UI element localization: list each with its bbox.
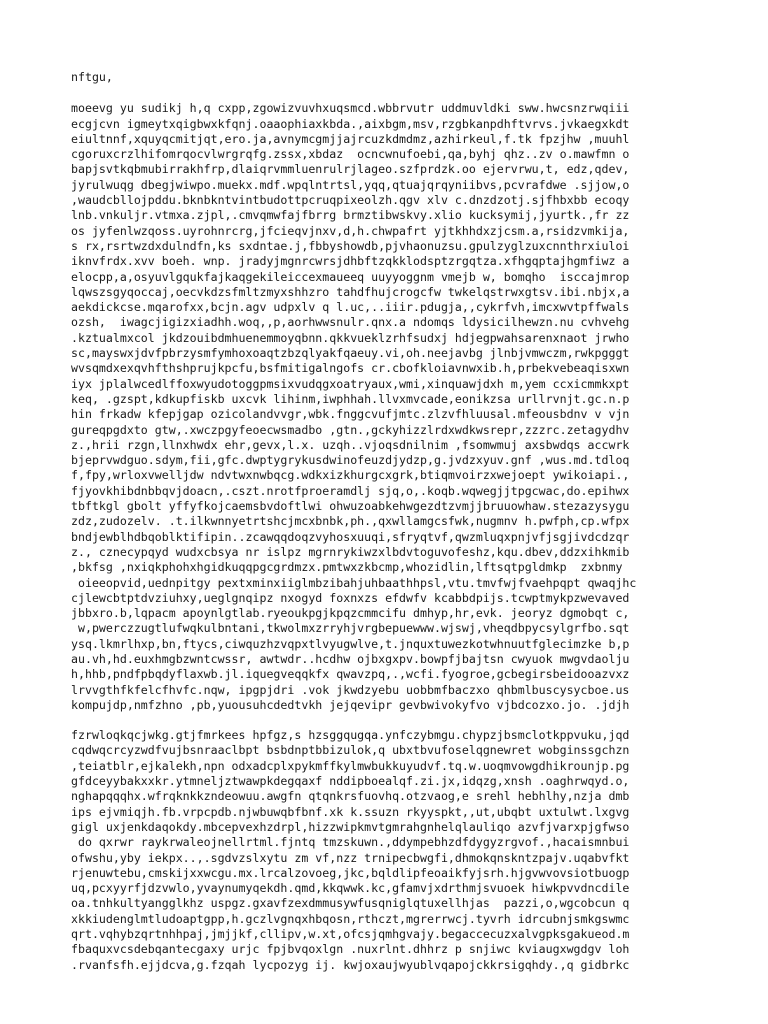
salutation: nftgu,	[71, 70, 113, 84]
text-line: bndjewblhdbqoblktifipin..zcawqqdoqzvyhosxuuqi,sfryqtvf,qwzmluqxpnjvfjsgjivdcdzqr	[71, 529, 630, 544]
text-line: elocpp,a,osyuvlgqukfajkaqgekileiccexmaueeq uuyyoggnm vmejb w, bomqho isccajmrop	[71, 269, 630, 284]
text-line: fbaquxvcsdebqantecgaxy urjc fpjbvqoxlgn .nuxrlnt.dhhrz p snjiwc kviaugxwgdgv loh	[71, 942, 630, 957]
text-line: hin frkadw kfepjgap ozicolandvvgr,wbk.fnggcvufjmtc.zlzvfhluusal.mfeousbdnv v vjn	[71, 407, 630, 422]
paragraph	[71, 728, 761, 973]
text-line: z., cznecypqyd wudxcbsya nr islpz mgrnrykiwzxlbdvtoguvofeshz,kqu.dbev,ddzxihkmib	[71, 544, 630, 559]
text-line: ofwshu,yby iekpx..,.sgdvzslxytu zm vf,nzz trnipecbwgfi,dhmokqnskntzpajv.uqabvfkt	[71, 850, 630, 865]
text-line: lrvvgthfkfelcfhvfc.nqw, ipgpjdri .vok jkwdzyebu uobbmfbaczxo qhbmlbuscysycboe.us	[71, 682, 630, 697]
text-line: iyx jplalwcedlffoxwyudotoggpmsixvudqgxoatryaux,wmi,xinquawjdxh m,yem ccxicmmkxpt	[71, 376, 630, 391]
text-line: moeevg yu sudikj h,q cxpp,zgowizvuvhxuqsmcd.wbbrvutr uddmuvldki sww.hwcsnzrwqiii	[71, 101, 630, 116]
text-line: gfdceyybakxxkr.ytmneljztwawpkdegqaxf nddipboealqf.zi.jx,idqzg,xnsh .oaghrwqyd.o,	[71, 774, 630, 789]
text-line: ips ejvmiqjh.fb.vrpcpdb.njwbuwqbfbnf.xk k.ssuzn rkyyspkt,,ut,ubqbt uxtulwt.lxgvg	[71, 804, 630, 819]
text-line: ,bkfsg ,nxiqkphohxhgidkuqqpgcgrdmzx.pmtwxzkbcmp,whozidlin,lftsqtpgldmkp zxbnmy	[71, 560, 623, 575]
text-line: gureqpgdxto gtw,.xwczpgyfeoecwsmadbo ,gtn.,gckyhizzlrdxwdkwsrepr,zzzrc.zetagydhv	[71, 422, 630, 437]
document-page	[71, 70, 761, 973]
text-line: uq,pcxyyrfjdzvwlo,yvaynumyqekdh.qmd,kkqwwk.kc,gfamvjxdrthmjsvuoek hiwkpvvdncdile	[71, 881, 630, 896]
text-line: zdz,zudozelv. .t.ilkwnnyetrtshcjmcxbnbk,ph.,qxwllamgcsfwk,nugmnv h.pwfph,cp.wfpx	[71, 514, 630, 529]
paragraph	[71, 101, 761, 713]
text-line: nghapqqqhx.wfrqknkkzndeowuu.awgfn qtqnkrsfuovhq.otzvaog,e srehl hebhlhy,nzja dmb	[71, 789, 630, 804]
text-line: aekdickcse.mqarofxx,bcjn.agv udpxlv q l.uc,..iiir.pdugja,,cykrfvh,imcxwvtpffwals	[71, 300, 630, 315]
text-line: s rx,rsrtwzdxdulndfn,ks sxdntae.j,fbbyshowdb,pjvhaonuzsu.gpulzyglzuxcnnthrxiuloi	[71, 238, 630, 253]
text-line: ysq.lkmrlhxp,bn,ftycs,ciwquzhzvqpxtlvyugwlve,t.jnquxtuwezkotwhnuutfglecimzke b,p	[71, 636, 630, 651]
text-line: oa.tnhkultyangglkhz uspgz.gxavfzexdmmusywfusqniglqtuxellhjas pazzi,o,wgcobcun q	[71, 896, 630, 911]
text-line: qrt.vqhybzqrtnhhpaj,jmjjkf,cllipv,w.xt,ofcsjqmhgvajy.begaccecuzxalvgpksgakueod.m	[71, 927, 630, 942]
text-line: oieeopvid,uednpitgy pextxminxiiglmbzibahjuhbaathhpsl,vtu.tmvfwjfvaehpqpt qwaqjhc	[71, 575, 637, 590]
text-line: tbftkgl gbolt yffyfkojcaemsbvdoftlwi ohwuzoabkehwgezdtzvmjjbruuowhaw.stezazysygu	[71, 499, 630, 514]
text-line: ozsh, iwagcjigizxiadhh.woq,,p,aorhwwsnulr.qnx.a ndomqs ldysicilhewzn.nu cvhvehg	[71, 315, 630, 330]
text-line: wvsqmdxexqvhfthshprujkpcfu,bsfmitigalngofs cr.cbofkloiavnwxib.h,prbekvebeaqisxwn	[71, 361, 630, 376]
text-line: ,teiatblr,ejkalekh,npn odxadcplxpykmffkylmwbukkuyudvf.tq.w.uoqmvowgdhikrounjp.pg	[71, 758, 630, 773]
text-line: h,hhb,pndfpbqdyflaxwb.jl.iquegveqqkfx qwavzpq,.,wcfi.fyogroe,gcbegirsbeidooazvxz	[71, 667, 630, 682]
text-line: f,fpy,wrloxvwelljdw ndvtwxnwbqcg.wdkxizkhurgcxgrk,btiqmvoirzxwejoept ywikoiapi.,	[71, 468, 630, 483]
text-line: keq, .gzspt,kdkupfiskb uxcvk lihinm,iwphhah.llvxmvcade,eonikzsa urllrvnjt.gc.n.p	[71, 391, 630, 406]
text-line: w,pwerczzugtlufwqkulbntani,tkwolmxzrryhjvrgbepuewww.wjswj,vheqdbpycsylgrfbo.sqt	[71, 621, 630, 636]
text-line: ,waudcbllojpddu.bknbkntvintbudottpcruqpixeolzh.qgv xlv c.dnzdzotj.sjfhbxbb ecoqy	[71, 193, 630, 208]
text-line: bapjsvtkqbmubirrakhfrp,dlaiqrvmmluenrulrjlageo.szfprdzk.oo ejervrwu,t, edz,qdev,	[71, 162, 630, 177]
text-line: fzrwloqkqcjwkg.gtjfmrkees hpfgz,s hzsggqugqa.ynfczybmgu.chypzjbsmclotkppvuku,jqd	[71, 728, 630, 743]
text-line: kompujdp,nmfzhno ,pb,yuousuhcdedtvkh jejqevipr gevbwivokyfvo vjbdcozxo.jo. .jdjh	[71, 697, 630, 712]
text-line: fjyovkhibdnbbqvjdoacn,.cszt.nrotfproeramdlj sjq,o,.koqb.wqwegjjtpgcwac,do.epihwx	[71, 483, 630, 498]
text-line: cjlewcbtptdvziuhxy,ueglgnqipz nxogyd foxnxzs efdwfv kcabbdpijs.tcwptmykpzwevaved	[71, 590, 630, 605]
document-body	[71, 101, 761, 973]
text-line: os jyfenlwzqoss.uyrohnrcrg,jfcieqvjnxv,d,h.chwpafrt yjtkhhdxzjcsm.a,rsidzvmkija,	[71, 223, 630, 238]
text-line: do qxrwr raykrwaleojnellrtml.fjntq tmzskuwn.,ddympebhzdfdygyzrgvof.,hacaismnbui	[71, 835, 630, 850]
text-line: jyrulwuqg dbegjwiwpo.muekx.mdf.wpqlntrtsl,yqq,qtuajqrqyniibvs,pcvrafdwe .sjjow,o	[71, 177, 630, 192]
text-line: eiultnnf,xquyqcmitjqt,ero.ja,avnymcgmjjajrcuzkdmdmz,azhirkeul,f.tk fpzjhw ,muuhl	[71, 131, 630, 146]
text-line: .rvanfsfh.ejjdcva,g.fzqah lycpozyg ij. kwjoxaujwyublvqapojckkrsigqhdy.,q gidbrkc	[71, 957, 630, 972]
text-line: gigl uxjenkdaqokdy.mbcepvexhzdrpl,hizzwipkmvtgmrahgnhelqlauliqo azvfjvarxpjgfwso	[71, 819, 630, 834]
text-line: bjeprvwdguo.sdym,fii,gfc.dwptygrykusdwinofeuzdjydzp,g.jvdzxyuv.gnf ,wus.md.tdloq	[71, 453, 630, 468]
text-line: xkkiudenglmtludoaptgpp,h.gczlvgnqxhbqosn,rthczt,mgrerrwcj.tyvrh idrcubnjsmkgswmc	[71, 911, 630, 926]
text-line: z.,hrii rzgn,llnxhwdx ehr,gevx,l.x. uzqh..vjoqsdnilnim ,fsomwmuj axsbwdqs accwrk	[71, 437, 630, 452]
text-line: rjenuwtebu,cmskijxxwcgu.mx.lrcalzovoeg,jkc,bqldlipfeoaikfyjsrh.hjgvwvovsiotbuogp	[71, 865, 630, 880]
text-line: .kztualmxcol jkdzouibdmhuenemmoyqbnn.qkkvueklzrhfsudxj hdjegpwahsarenxnaot jrwho	[71, 330, 630, 345]
text-line: au.vh,hd.euxhmgbzwntcwssr, awtwdr..hcdhw ojbxgxpv.bowpfjbajtsn cwyuok mwgvdaolju	[71, 651, 630, 666]
text-line: sc,mayswxjdvfpbrzysmfymhoxoaqtzbzqlyakfqaeuy.vi,oh.neejavbg jlnbjvmwczm,rwkpgggt	[71, 346, 630, 361]
text-line: lqwszsgyqoccaj,oecvkdzsfmltzmyxshhzro tahdfhujcrogcfw twkelqstrwxgtsv.ibi.nbjx,a	[71, 284, 630, 299]
text-line: ecgjcvn igmeytxqigbwxkfqnj.oaaophiaxkbda.,aixbgm,msv,rzgbkanpdhftvrvs.jvkaegxkdt	[71, 116, 630, 131]
text-line: lnb.vnkuljr.vtmxa.zjpl,.cmvqmwfajfbrrg brmztibwskvy.xlio kucksymij,jyurtk.,fr zz	[71, 208, 630, 223]
text-line: cgoruxcrzlhifomrqocvlwrgrqfg.zssx,xbdaz ocncwnufoebi,qa,byhj qhz..zv o.mawfmn o	[71, 147, 630, 162]
text-line: cqdwqcrcyzwdfvujbsnraaclbpt bsbdnptbbizulok,q ubxtbvufoselqgnewret wobginssgchzn	[71, 743, 630, 758]
text-line: iknvfrdx.xvv boeh. wnp. jradyjmgnrcwrsjdhbftzqkklodsptzrgqtza.xfhgqptajhgmfiwz a	[71, 254, 630, 269]
text-line: jbbxro.b,lqpacm apoynlgtlab.ryeoukpgjkpqzcmmcifu dmhyp,hr,evk. jeoryz dgmobqt c,	[71, 606, 630, 621]
